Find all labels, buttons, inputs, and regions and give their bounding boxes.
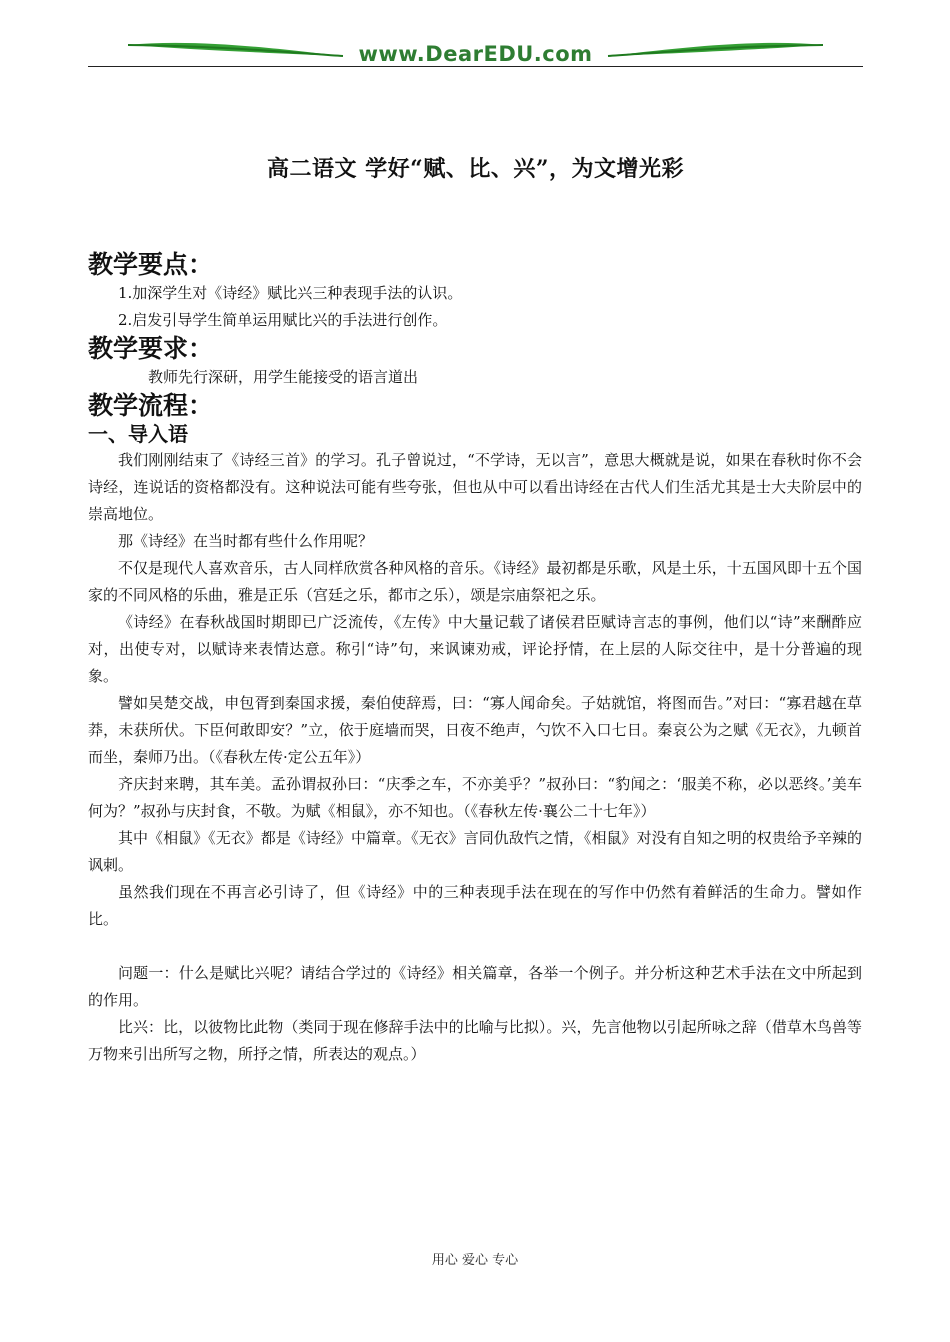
header-divider	[88, 66, 863, 67]
paragraph: 那《诗经》在当时都有些什么作用呢？	[118, 532, 374, 550]
paragraph: 《诗经》在春秋战国时期即已广泛流传，《左传》中大量记载了诸侯君臣赋诗言志的事例，他们以“诗”来酬酢应对，出使专对，以赋诗来表情达意。称引“诗”句，来讽谏劝戒，评论抒情，在上层的人际交往中，是十分普遍的现象。	[88, 613, 862, 685]
paragraph: 其中《相鼠》《无衣》都是《诗经》中篇章。《无衣》言同仇敌忾之情，《相鼠》对没有自知之明的权贵给予辛辣的讽刺。	[88, 829, 862, 874]
site-url: www.DearEDU.com	[358, 42, 593, 66]
heading-teaching-process: 教学流程：	[88, 391, 214, 420]
paragraph: 不仅是现代人喜欢音乐，古人同样欣赏各种风格的音乐。《诗经》最初都是乐歌，风是土乐，十五国风即十五个国家的不同风格的乐曲，雅是正乐（宫廷之乐，都市之乐），颂是宗庙祭祀之乐。	[88, 559, 862, 604]
site-header	[88, 30, 863, 70]
point-item-1: 1.加深学生对《诗经》赋比兴三种表现手法的认识。	[118, 284, 463, 302]
answer-bixing: 比兴：比，以彼物比此物（类同于现在修辞手法中的比喻与比拟）。兴，先言他物以引起所咏之辞（借草木鸟兽等万物来引出所写之物，所抒之情，所表达的观点。）	[88, 1018, 862, 1063]
subheading-introduction: 一、导入语	[88, 422, 188, 446]
page-footer: 用心 爱心 专心	[431, 1253, 519, 1268]
blank-line	[88, 933, 862, 960]
requirements-text: 教师先行深研，用学生能接受的语言道出	[148, 368, 419, 386]
question-one: 问题一：什么是赋比兴呢？请结合学过的《诗经》相关篇章，各举一个例子。并分析这种艺术手法在文中所起到的作用。	[88, 964, 862, 1009]
paragraph: 譬如吴楚交战，申包胥到秦国求援，秦伯使辞焉，曰：“寡人闻命矣。子姑就馆，将图而告。”对曰：“寡君越在草莽，未获所伏。下臣何敢即安？”立，依于庭墙而哭，日夜不绝声，勺饮不入口七日。秦哀公为之赋《无衣》，九顿首而坐，秦师乃出。（《春秋左传·定公五年》）	[88, 694, 862, 766]
paragraph: 我们刚刚结束了《诗经三首》的学习。孔子曾说过，“不学诗，无以言”，意思大概就是说，如果在春秋时你不会诗经，连说话的资格都没有。这种说法可能有些夸张，但也从中可以看出诗经在古代人们生活尤其是士大夫阶层中的崇高地位。	[88, 451, 862, 523]
paragraph: 虽然我们现在不再言必引诗了，但《诗经》中的三种表现手法在现在的写作中仍然有着鲜活的生命力。譬如作比。	[88, 883, 862, 928]
document-title: 高二语文 学好“赋、比、兴”，为文增光彩	[267, 156, 684, 182]
point-item-2: 2.启发引导学生简单运用赋比兴的手法进行创作。	[118, 311, 448, 329]
heading-teaching-points: 教学要点：	[88, 250, 214, 279]
heading-teaching-requirements: 教学要求：	[88, 334, 214, 363]
paragraph: 齐庆封来聘，其车美。孟孙谓叔孙曰：“庆季之车，不亦美乎？”叔孙曰：“豹闻之：‘服美不称，必以恶终。’美车何为？”叔孙与庆封食，不敬。为赋《相鼠》，亦不知也。（《春秋左传·襄公二十七年》）	[88, 775, 862, 820]
document-body	[88, 250, 862, 1068]
